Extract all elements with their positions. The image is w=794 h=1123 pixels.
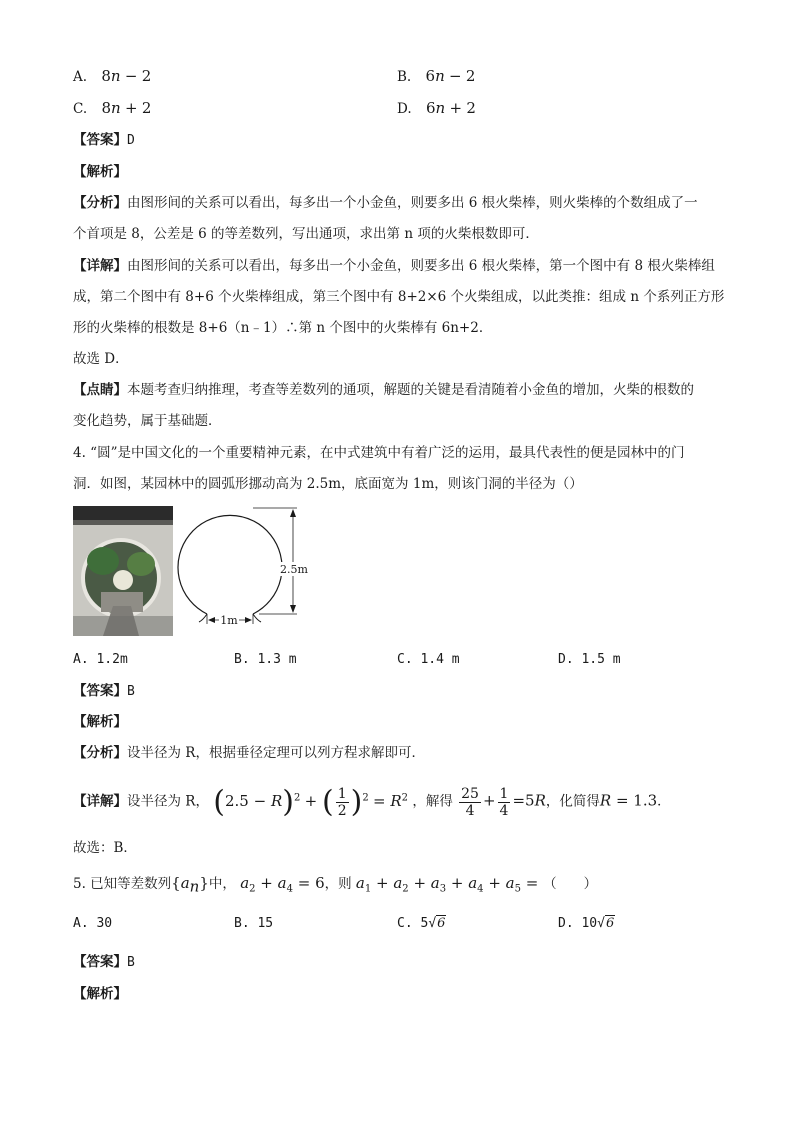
xiangjie-text: ，化简得 bbox=[545, 793, 600, 810]
eq-fraction-1-4 bbox=[498, 786, 511, 819]
conclusion-text: 故选：B． bbox=[73, 840, 137, 856]
frac-numerator: 1 bbox=[499, 785, 509, 802]
analysis-tag: 【解析】 bbox=[73, 714, 127, 730]
height-label: 2.5m bbox=[280, 563, 308, 576]
photo-eave bbox=[73, 520, 173, 525]
answer-value: B bbox=[127, 684, 135, 699]
answer-tag: 【答案】 bbox=[73, 132, 127, 148]
eq-equals: = bbox=[373, 791, 391, 810]
xiangjie-text: ，解得 bbox=[412, 793, 453, 810]
q3-option-b bbox=[397, 66, 475, 87]
width-arrow-left bbox=[208, 617, 215, 623]
eq-radius: R bbox=[390, 791, 402, 810]
q3-answer bbox=[73, 130, 135, 151]
q4-option-a bbox=[73, 650, 128, 670]
option-letter: C. bbox=[397, 652, 413, 667]
xiangjie-tag: 【详解】 bbox=[73, 258, 127, 274]
stem-text: （ ） bbox=[543, 876, 598, 892]
stem-text: 洞．如图，某园林中的圆弧形挪动高为 2.5m，底面宽为 1m，则该门洞的半径为（） bbox=[73, 476, 583, 492]
eq-fraction-25-4 bbox=[459, 786, 481, 819]
eq-radius: R bbox=[270, 791, 283, 810]
q5-option-b bbox=[234, 914, 273, 934]
eq-coef: 5 bbox=[525, 791, 535, 810]
q5-answer bbox=[73, 952, 135, 973]
sum-expression: $a_1 + a_2 + a_3 + a_4 + a_5$ = bbox=[355, 874, 544, 895]
option-letter: B. bbox=[234, 916, 250, 931]
stem-text: 4. “圆”是中国文化的一个重要精神元素，在中式建筑中有着广泛的运用，最具代表性的便是园林中的门 bbox=[73, 445, 685, 461]
eq-exponent: 2 bbox=[362, 792, 369, 803]
photo-roof bbox=[73, 506, 173, 520]
stem-text: 中， bbox=[208, 876, 236, 892]
eq-radius: R bbox=[599, 791, 612, 810]
option-coef: 8 bbox=[101, 99, 111, 117]
q3-xiangjie-line-2 bbox=[73, 287, 724, 307]
condition: $a_2 + a_4 = 6$ bbox=[240, 874, 325, 895]
xiangjie-tag: 【详解】 bbox=[73, 793, 127, 810]
option-letter: A. bbox=[73, 916, 89, 931]
moon-gate-photo bbox=[73, 506, 173, 636]
sqrt-symbol: √6 bbox=[428, 916, 446, 931]
condition-value: 6 bbox=[315, 874, 325, 892]
q4-analysis-heading bbox=[73, 712, 127, 732]
eq-plus: + bbox=[482, 791, 496, 810]
q3-analysis-heading bbox=[73, 162, 127, 182]
fenxi-tag: 【分析】 bbox=[73, 195, 127, 211]
option-op: + bbox=[124, 99, 138, 117]
xiangjie-text: 形的火柴棒的根数是 8+6（n﹣1）∴第 n 个图中的火柴棒有 6n+2． bbox=[73, 320, 493, 336]
q4-option-d bbox=[558, 650, 621, 670]
option-var: n bbox=[110, 67, 121, 85]
analysis-tag: 【解析】 bbox=[73, 986, 127, 1002]
q3-xiangjie-line-1 bbox=[73, 256, 715, 276]
option-letter: B. bbox=[234, 652, 250, 667]
answer-tag: 【答案】 bbox=[73, 954, 127, 970]
q4-option-b bbox=[234, 650, 297, 670]
dianjing-tag: 【点睛】 bbox=[73, 382, 127, 398]
q5-stem bbox=[73, 873, 597, 900]
q4-conclusion bbox=[73, 838, 137, 858]
q4-stem-line-2 bbox=[73, 474, 583, 494]
eq-minus: − bbox=[248, 791, 271, 810]
q5-option-a bbox=[73, 914, 112, 934]
frac-numerator: 25 bbox=[461, 785, 479, 802]
q3-option-c bbox=[73, 98, 151, 119]
paren-close: ) bbox=[282, 784, 294, 819]
eq-height: 2.5 bbox=[224, 791, 249, 810]
answer-value: B bbox=[127, 955, 135, 970]
equation bbox=[213, 784, 412, 819]
option-op: − bbox=[124, 67, 138, 85]
option-text: 1.2m bbox=[96, 652, 128, 667]
option-coef: 8 bbox=[101, 67, 111, 85]
paren-open: ( bbox=[213, 784, 225, 819]
option-var: n bbox=[110, 99, 121, 117]
eq-equals: = bbox=[512, 791, 526, 810]
photo-tree-right bbox=[127, 552, 155, 576]
eq-half-fraction bbox=[336, 786, 349, 819]
option-text: 15 bbox=[257, 916, 274, 931]
option-const: 2 bbox=[141, 99, 152, 117]
option-const: 2 bbox=[141, 67, 152, 85]
option-text: 5 bbox=[420, 916, 429, 931]
option-var: n bbox=[435, 99, 446, 117]
frac-denominator: 4 bbox=[465, 802, 475, 819]
q3-conclusion bbox=[73, 349, 129, 369]
photo-tree-left bbox=[87, 547, 119, 575]
eq-exponent: 2 bbox=[293, 792, 301, 803]
sqrt-radicand: 6 bbox=[437, 916, 446, 931]
q3-dianjing-line-1 bbox=[73, 380, 694, 400]
q5-option-d bbox=[558, 914, 615, 934]
photo-ground bbox=[73, 616, 173, 636]
q3-option-d bbox=[397, 98, 476, 119]
option-const: 2 bbox=[465, 67, 476, 85]
option-const: 2 bbox=[466, 99, 476, 117]
height-arrow-down bbox=[290, 605, 296, 613]
eq-radius: R bbox=[534, 791, 546, 810]
eq-equals: = bbox=[611, 791, 634, 810]
photo-inner-gate bbox=[113, 570, 133, 590]
option-letter: A. bbox=[73, 69, 88, 85]
q3-fenxi-line-1 bbox=[73, 193, 698, 213]
arc-foot-left bbox=[199, 614, 207, 622]
q3-option-a bbox=[73, 66, 151, 87]
q4-fenxi bbox=[73, 743, 425, 763]
q4-option-c bbox=[397, 650, 460, 670]
seq-sub: n bbox=[189, 877, 200, 896]
sqrt-symbol: √6 bbox=[597, 916, 615, 931]
stem-text: 5. 已知等差数列 bbox=[73, 876, 172, 892]
option-letter: D. bbox=[397, 101, 412, 117]
answer-value: D bbox=[127, 133, 135, 148]
q3-dianjing-line-2 bbox=[73, 411, 222, 431]
q3-fenxi-line-2 bbox=[73, 224, 539, 244]
gate-arc bbox=[178, 515, 282, 614]
option-text: 30 bbox=[96, 916, 113, 931]
gate-diagram bbox=[173, 506, 323, 636]
option-op: + bbox=[449, 99, 463, 117]
paren-open: ( bbox=[321, 784, 334, 819]
width-arrow-right bbox=[245, 617, 252, 623]
fenxi-text: 由图形间的关系可以看出，每多出一个小金鱼，则要多出 6 根火柴棒，则火柴棒的个数组成了一 bbox=[127, 195, 698, 211]
xiangjie-text: 成，第二个图中有 8+6 个火柴棒组成，第三个图中有 8+2×6 个火柴组成，以此类推：组成 n 个系列正方形 bbox=[73, 289, 725, 305]
q5-option-c bbox=[397, 914, 446, 934]
option-text: 1.3 m bbox=[257, 652, 297, 667]
analysis-tag: 【解析】 bbox=[73, 164, 127, 180]
stem-text: ，则 bbox=[324, 876, 352, 892]
option-coef: 6 bbox=[425, 99, 436, 117]
xiangjie-text: 设半径为 R， bbox=[127, 793, 209, 810]
q4-answer bbox=[73, 681, 135, 702]
eq-result: 1.3 bbox=[633, 791, 658, 810]
brace-close: } bbox=[199, 874, 209, 892]
width-label: 1m bbox=[220, 614, 238, 627]
option-letter: D. bbox=[558, 916, 574, 931]
dianjing-text: 变化趋势，属于基础题． bbox=[73, 413, 222, 429]
fenxi-tag: 【分析】 bbox=[73, 745, 127, 761]
q3-xiangjie-line-3 bbox=[73, 318, 492, 338]
option-text: 1.5 m bbox=[581, 652, 621, 667]
answer-tag: 【答案】 bbox=[73, 683, 127, 699]
option-letter: D. bbox=[558, 652, 574, 667]
option-letter: B. bbox=[397, 69, 412, 85]
option-var: n bbox=[435, 67, 445, 85]
conclusion-text: 故选 D． bbox=[73, 351, 129, 367]
eq-plus: + bbox=[304, 791, 322, 810]
sqrt-radicand: 6 bbox=[605, 916, 615, 931]
brace-open: { bbox=[171, 874, 181, 892]
fenxi-text: 个首项是 8，公差是 6 的等差数列，写出通项，求出第 n 项的火柴根数即可． bbox=[73, 226, 539, 242]
fenxi-text: 设半径为 R，根据垂径定理可以列方程求解即可． bbox=[127, 745, 425, 761]
frac-numerator: 1 bbox=[337, 785, 347, 802]
xiangjie-text: 由图形间的关系可以看出，每多出一个小金鱼，则要多出 6 根火柴棒，第一个图中有 8 根火柴棒组 bbox=[127, 258, 715, 274]
q4-xiangjie bbox=[73, 780, 671, 820]
frac-denominator: 4 bbox=[499, 802, 509, 819]
paren-close: ) bbox=[350, 784, 363, 819]
q5-analysis-heading bbox=[73, 984, 127, 1004]
period: ． bbox=[657, 793, 671, 810]
q4-stem-line-1 bbox=[73, 443, 684, 463]
option-letter: A. bbox=[73, 652, 89, 667]
option-coef: 6 bbox=[425, 67, 436, 85]
dianjing-text: 本题考查归纳推理，考查等差数列的通项，解题的关键是看清随着小金鱼的增加，火柴的根数的 bbox=[127, 382, 694, 398]
eq-exponent: 2 bbox=[401, 792, 409, 803]
option-text: 10 bbox=[581, 916, 598, 931]
seq-var: a bbox=[180, 874, 190, 892]
frac-denominator: 2 bbox=[337, 802, 347, 819]
arc-foot-right bbox=[253, 614, 261, 622]
option-op: − bbox=[449, 67, 462, 85]
option-letter: C. bbox=[73, 101, 88, 117]
option-letter: C. bbox=[397, 916, 413, 931]
height-arrow-up bbox=[290, 509, 296, 517]
option-text: 1.4 m bbox=[420, 652, 460, 667]
